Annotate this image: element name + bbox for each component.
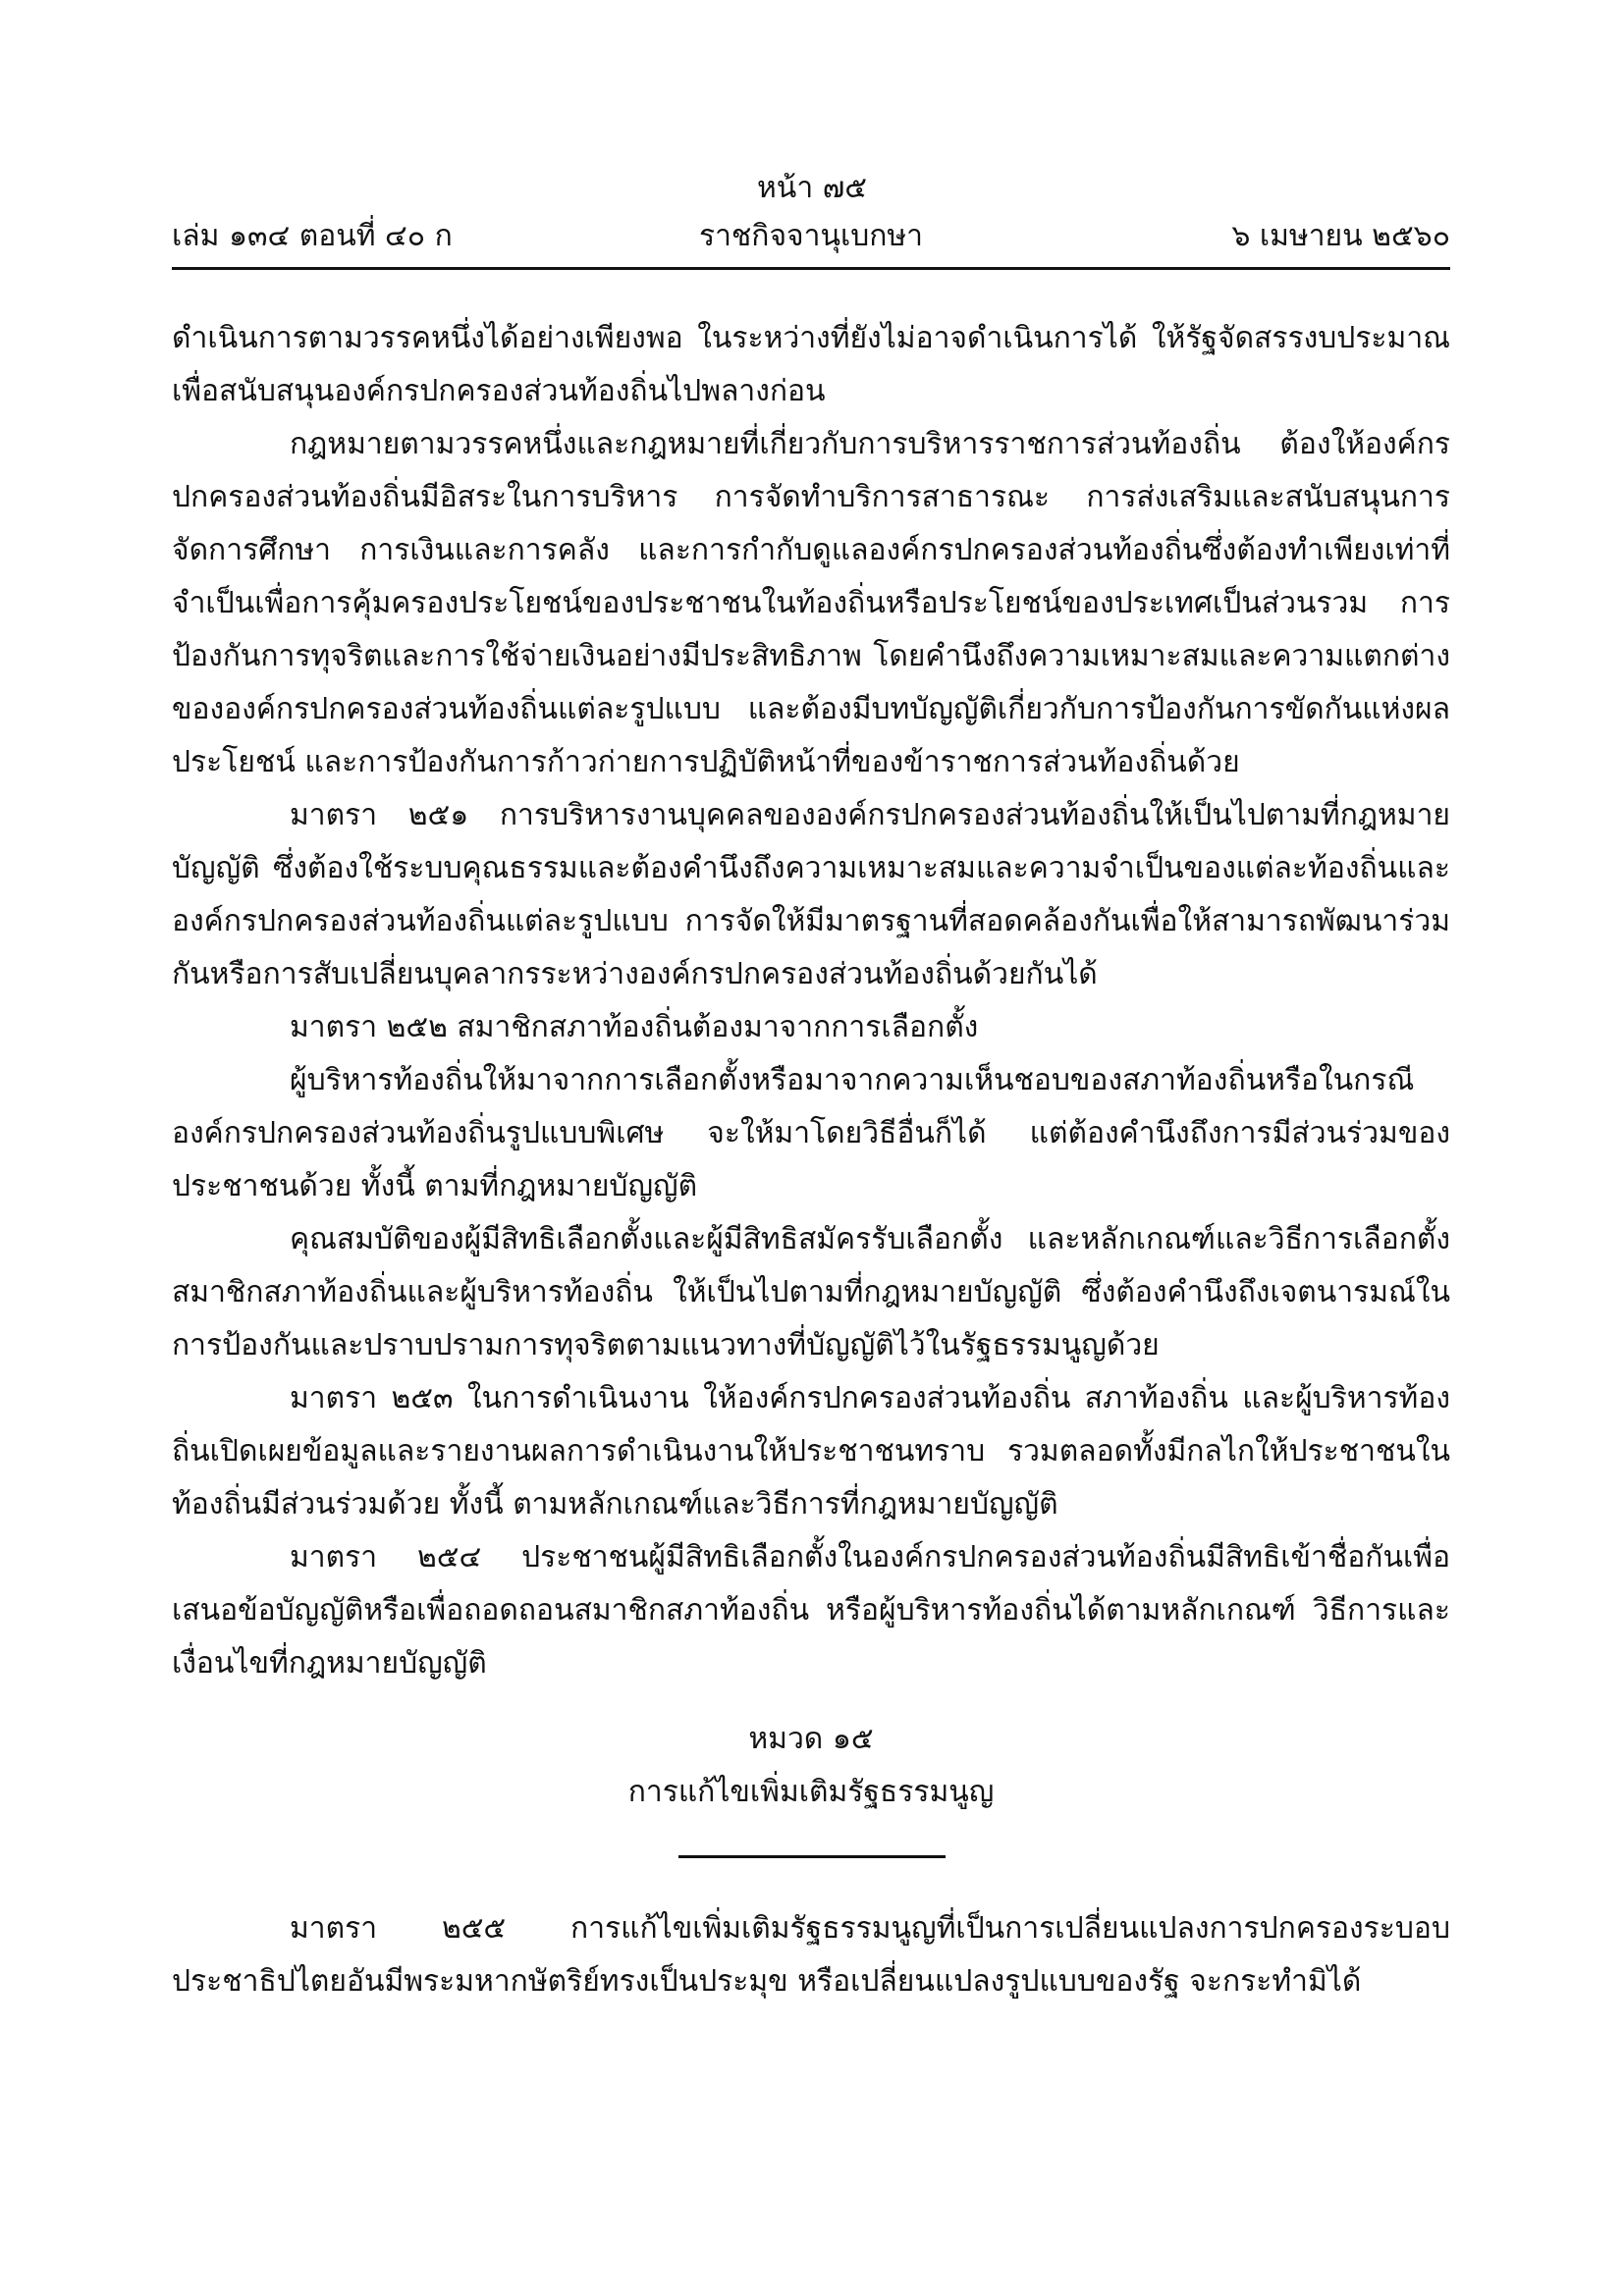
paragraph: ผู้บริหารท้องถิ่นให้มาจากการเลือกตั้งหรือมาจากความเห็นชอบของสภาท้องถิ่นหรือในกรณีองค์กรปกครองส่วนท้องถิ่นรูปแบบพิเศษ จะให้มาโดยวิธีอื่นก็ได้ แต่ต้องคำนึงถึงการมีส่วนร่วมของประชาชนด้วย ทั้งนี้ ตามที่กฎหมายบัญญัติ xyxy=(172,1063,1450,1203)
paragraph-continuation: ดำเนินการตามวรรคหนึ่งได้อย่างเพียงพอ ในระหว่างที่ยังไม่อาจดำเนินการได้ ให้รัฐจัดสรรงบประมาณเพื่อสนับสนุนองค์กรปกครองส่วนท้องถิ่นไปพลางก่อน xyxy=(172,321,1450,408)
chapter-title: การแก้ไขเพิ่มเติมรัฐธรรมนูญ xyxy=(627,1775,995,1809)
chapter-heading xyxy=(172,1713,1450,1819)
volume-issue: เล่ม ๑๓๔ ตอนที่ ๔๐ ก xyxy=(172,219,453,253)
section-254: มาตรา ๒๕๔ ประชาชนผู้มีสิทธิเลือกตั้งในองค์กรปกครองส่วนท้องถิ่นมีสิทธิเข้าชื่อกันเพื่อเสนอข้อบัญญัติหรือเพื่อถอดถอนสมาชิกสภาท้องถิ่น หรือผู้บริหารท้องถิ่นได้ตามหลักเกณฑ์ วิธีการและเงื่อนไขที่กฎหมายบัญญัติ xyxy=(172,1540,1450,1681)
page-header xyxy=(172,216,1450,257)
paragraph: กฎหมายตามวรรคหนึ่งและกฎหมายที่เกี่ยวกับการบริหารราชการส่วนท้องถิ่น ต้องให้องค์กรปกครองส่วนท้องถิ่นมีอิสระในการบริหาร การจัดทำบริการสาธารณะ การส่งเสริมและสนับสนุนการจัดการศึกษา การเงินและการคลัง และการกำกับดูแลองค์กรปกครองส่วนท้องถิ่นซึ่งต้องทำเพียงเท่าที่จำเป็นเพื่อการคุ้มครองประโยชน์ของประชาชนในท้องถิ่นหรือประโยชน์ของประเทศเป็นส่วนรวม การป้องกันการทุจริตและการใช้จ่ายเงินอย่างมีประสิทธิภาพ โดยคำนึงถึงความเหมาะสมและความแตกต่างขององค์กรปกครองส่วนท้องถิ่นแต่ละรูปแบบ และต้องมีบทบัญญัติเกี่ยวกับการป้องกันการขัดกันแห่งผลประโยชน์ และการป้องกันการก้าวก่ายการปฏิบัติหน้าที่ของข้าราชการส่วนท้องถิ่นด้วย xyxy=(172,427,1450,779)
section-252: มาตรา ๒๕๒ สมาชิกสภาท้องถิ่นต้องมาจากการเลือกตั้ง xyxy=(290,1010,979,1044)
section-255: มาตรา ๒๕๕ การแก้ไขเพิ่มเติมรัฐธรรมนูญที่เป็นการเปลี่ยนแปลงการปกครองระบอบประชาธิปไตยอันมีพระมหากษัตริย์ทรงเป็นประมุข หรือเปลี่ยนแปลงรูปแบบของรัฐ จะกระทำมิได้ xyxy=(172,1911,1450,1999)
body-text-bottom xyxy=(172,1902,1450,2008)
chapter-divider xyxy=(678,1855,946,1858)
body-text-top xyxy=(172,312,1450,1690)
publication-date: ๖ เมษายน ๒๕๖๐ xyxy=(1231,219,1450,253)
section-251: มาตรา ๒๕๑ การบริหารงานบุคคลขององค์กรปกครองส่วนท้องถิ่นให้เป็นไปตามที่กฎหมายบัญญัติ ซึ่งต้องใช้ระบบคุณธรรมและต้องคำนึงถึงความเหมาะสมและความจำเป็นของแต่ละท้องถิ่นและองค์กรปกครองส่วนท้องถิ่นแต่ละรูปแบบ การจัดให้มีมาตรฐานที่สอดคล้องกันเพื่อให้สามารถพัฒนาร่วมกันหรือการสับเปลี่ยนบุคลากรระหว่างองค์กรปกครองส่วนท้องถิ่นด้วยกันได้ xyxy=(172,798,1450,991)
section-253: มาตรา ๒๕๓ ในการดำเนินงาน ให้องค์กรปกครองส่วนท้องถิ่น สภาท้องถิ่น และผู้บริหารท้องถิ่นเปิดเผยข้อมูลและรายงานผลการดำเนินงานให้ประชาชนทราบ รวมตลอดทั้งมีกลไกให้ประชาชนในท้องถิ่นมีส่วนร่วมด้วย ทั้งนี้ ตามหลักเกณฑ์และวิธีการที่กฎหมายบัญญัติ xyxy=(172,1381,1450,1522)
publication-title: ราชกิจจานุเบกษา xyxy=(698,219,924,253)
header-divider xyxy=(172,267,1450,270)
page-number: หน้า ๗๕ xyxy=(757,171,867,205)
paragraph: คุณสมบัติของผู้มีสิทธิเลือกตั้งและผู้มีสิทธิสมัครรับเลือกตั้ง และหลักเกณฑ์และวิธีการเลือกตั้งสมาชิกสภาท้องถิ่นและผู้บริหารท้องถิ่น ให้เป็นไปตามที่กฎหมายบัญญัติ ซึ่งต้องคำนึงถึงเจตนารมณ์ในการป้องกันและปราบปรามการทุจริตตามแนวทางที่บัญญัติไว้ในรัฐธรรมนูญด้วย xyxy=(172,1222,1450,1362)
chapter-number: หมวด ๑๕ xyxy=(748,1722,874,1756)
